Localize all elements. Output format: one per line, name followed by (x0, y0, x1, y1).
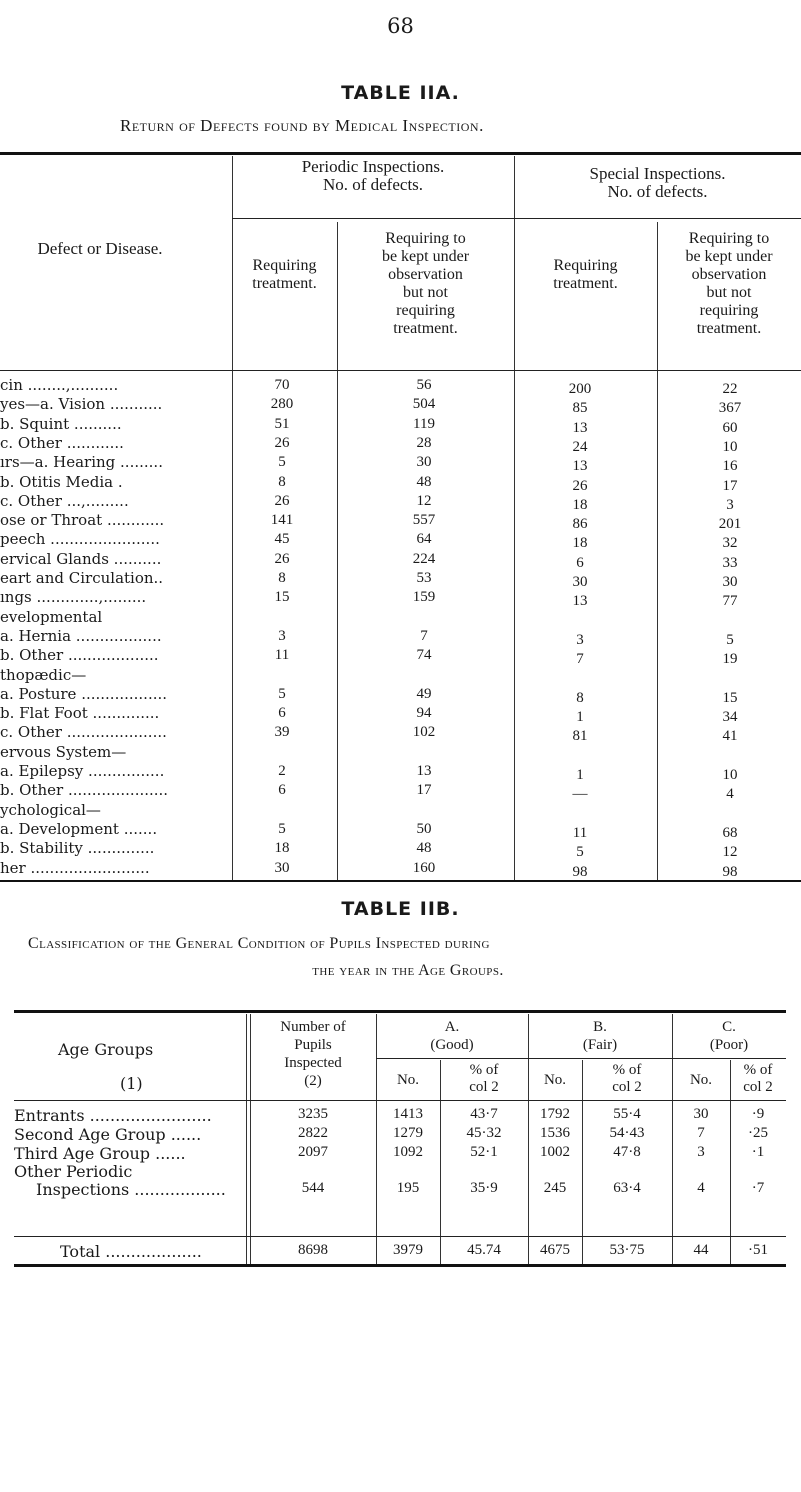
cell-p-obs: 13 (416, 763, 432, 779)
cell-p-treat: 15 (274, 589, 290, 605)
table-a-header-rule (0, 370, 801, 371)
cell-p-treat: 6 (278, 782, 286, 798)
cell-a-no: 1413 (393, 1106, 423, 1122)
cell-p-obs: 48 (416, 840, 432, 856)
cell-s-treat: 30 (572, 574, 588, 590)
table-b-header-rule (14, 1100, 786, 1101)
cell-p-treat: 8 (278, 570, 286, 586)
cell-c-pct: ·1 (751, 1144, 765, 1160)
cell-p-obs: 49 (416, 686, 432, 702)
special-header: Special Inspections. No. of defects. (589, 164, 726, 201)
table-a-subtitle: Return of Defects found by Medical Inspection. (120, 116, 484, 135)
cell-p-obs: 94 (416, 705, 432, 721)
cell-b-pct: 54·43 (609, 1125, 645, 1141)
cell-s-treat: 81 (572, 728, 588, 744)
cell-p-obs: 48 (416, 474, 432, 490)
cell-s-treat: 24 (572, 439, 588, 455)
cell-p-obs: 30 (416, 454, 432, 470)
special-observation-header: Requiring to be kept under observation but not requiring treatment. (685, 230, 773, 337)
cell-a-no: 195 (396, 1180, 420, 1196)
table-b-divider (246, 1014, 247, 1264)
cell-c-no: 3 (697, 1144, 705, 1160)
cell-p-treat: 11 (274, 647, 290, 663)
table-a-title: TABLE IIA. (341, 82, 460, 104)
total-cell-a-pct: 45.74 (467, 1242, 501, 1258)
cell-n: 2097 (298, 1144, 328, 1160)
cell-p-obs: 28 (416, 435, 432, 451)
row-label: eart and Circulation.. (0, 569, 164, 587)
cell-p-obs: 504 (412, 396, 436, 412)
table-b-title: TABLE IIB. (341, 898, 460, 920)
cell-p-obs: 56 (416, 377, 432, 393)
cell-a-pct: 45·32 (466, 1125, 502, 1141)
row-label: c. Other ............ (0, 434, 124, 452)
cell-s-obs: 4 (726, 786, 734, 802)
cell-s-obs: 201 (718, 516, 742, 532)
cell-s-treat: 1 (576, 709, 584, 725)
cell-s-obs: 10 (722, 439, 738, 455)
cell-b-no: 1536 (540, 1125, 570, 1141)
col-a-header: A. (Good) (430, 1019, 474, 1053)
row-label: cin ........,.......... (0, 376, 119, 394)
cell-b-pct: 47·8 (613, 1144, 641, 1160)
total-cell-n: 8698 (298, 1242, 328, 1258)
cell-p-treat: 141 (270, 512, 294, 528)
col-c-header: C. (Poor) (709, 1019, 749, 1053)
row-label: c. Other ...,......... (0, 492, 129, 510)
cell-p-obs: 224 (412, 551, 436, 567)
cell-p-treat: 8 (278, 474, 286, 490)
cell-p-obs: 557 (412, 512, 436, 528)
cell-p-treat: 39 (274, 724, 290, 740)
cell-p-obs: 50 (416, 821, 432, 837)
cell-s-obs: 77 (722, 593, 738, 609)
cell-s-treat: 98 (572, 864, 588, 880)
cell-s-treat: 7 (576, 651, 584, 667)
cell-p-treat: 18 (274, 840, 290, 856)
col-age-groups-header: Age Groups (58, 1040, 154, 1059)
cell-s-obs: 12 (722, 844, 738, 860)
cell-n: 3235 (298, 1106, 328, 1122)
row-label: ervous System— (0, 743, 127, 761)
row-label: ychological— (0, 801, 101, 819)
cell-a-no: 1092 (393, 1144, 423, 1160)
cell-p-treat: 26 (274, 435, 290, 451)
table-b-bottom-rule (14, 1264, 786, 1267)
periodic-treatment-header: Requiring treatment. (252, 257, 317, 292)
cell-p-treat: 280 (270, 396, 294, 412)
cell-c-no: 4 (697, 1180, 705, 1196)
pct-label: col 2 (612, 1079, 642, 1095)
cell-p-treat: 51 (274, 416, 290, 432)
row-label: ose or Throat ............ (0, 511, 165, 529)
special-treatment-header: Requiring treatment. (553, 257, 618, 292)
cell-b-pct: 55·4 (613, 1106, 641, 1122)
col-no-header: No. (396, 1072, 420, 1088)
row-label: ırs—a. Hearing ......... (0, 453, 163, 471)
cell-p-treat: 6 (278, 705, 286, 721)
periodic-observation-header: Requiring to be kept under observation but not requiring treatment. (381, 230, 470, 337)
cell-a-pct: 35·9 (470, 1180, 498, 1196)
cell-s-obs: 5 (726, 632, 734, 648)
cell-s-treat: 13 (572, 593, 588, 609)
pct-label: % of (612, 1062, 642, 1078)
row-label: peech ....................... (0, 530, 160, 548)
cell-s-treat: 26 (572, 478, 588, 494)
cell-p-treat: 45 (274, 531, 290, 547)
row-label: yes—a. Vision ........... (0, 395, 163, 413)
col-defect-header: Defect or Disease. (37, 239, 163, 258)
table-a-subheader-rule (232, 218, 514, 219)
cell-b-no: 1002 (540, 1144, 570, 1160)
table-b-subtitle-line2: the year in the Age Groups. (312, 962, 504, 979)
cell-s-treat: 13 (572, 458, 588, 474)
cell-p-obs: 12 (416, 493, 432, 509)
cell-s-obs: 32 (722, 535, 738, 551)
cell-s-treat: 5 (576, 844, 584, 860)
col-no-header: No. (543, 1072, 567, 1088)
periodic-header: Periodic Inspections. No. of defects. (301, 157, 445, 194)
row-label: ervical Glands .......... (0, 550, 162, 568)
table-b-subtitle-line1: Classification of the General Condition of Pupils Inspected during (28, 935, 490, 952)
cell-p-obs: 160 (412, 860, 436, 876)
pct-label: % of (469, 1062, 499, 1078)
col-no-header: No. (689, 1072, 713, 1088)
cell-b-no: 245 (543, 1180, 567, 1196)
table-b-subtitle (28, 930, 788, 984)
row-label: c. Other ..................... (0, 723, 167, 741)
cell-c-pct: ·9 (751, 1106, 765, 1122)
page-number: 68 (387, 14, 414, 38)
cell-a-pct: 52·1 (470, 1144, 498, 1160)
cell-p-obs: 74 (416, 647, 432, 663)
cell-s-obs: 22 (722, 381, 738, 397)
row-label: b. Other ................... (0, 646, 159, 664)
col-pct-header (582, 1062, 672, 1096)
row-label: a. Posture .................. (0, 685, 168, 703)
total-cell-c-pct: ·51 (748, 1242, 768, 1258)
row-label: a. Development ....... (0, 820, 158, 838)
cell-s-treat: — (572, 786, 588, 802)
row-label: her ......................... (0, 859, 150, 877)
cell-p-treat: 26 (274, 493, 290, 509)
cell-p-obs: 159 (412, 589, 436, 605)
col-pct-header (440, 1062, 528, 1096)
pct-label: % of (743, 1062, 773, 1078)
row-label: ıngs .............,......... (0, 588, 147, 606)
cell-s-obs: 98 (722, 864, 738, 880)
cell-s-treat: 85 (572, 400, 588, 416)
row-label: b. Stability .............. (0, 839, 155, 857)
cell-n: 544 (301, 1180, 325, 1196)
cell-s-treat: 6 (576, 555, 584, 571)
cell-s-treat: 86 (572, 516, 588, 532)
cell-p-treat: 70 (274, 377, 290, 393)
cell-a-pct: 43·7 (470, 1106, 498, 1122)
cell-s-treat: 11 (572, 825, 588, 841)
cell-s-obs: 33 (722, 555, 738, 571)
cell-s-treat: 3 (576, 632, 584, 648)
total-cell-b-pct: 53·75 (609, 1242, 645, 1258)
cell-p-obs: 53 (416, 570, 432, 586)
col-b-header: B. (Fair) (582, 1019, 618, 1053)
total-label: Total ................... (60, 1242, 202, 1261)
pct-label: col 2 (743, 1079, 773, 1095)
cell-p-treat: 30 (274, 860, 290, 876)
row-label: b. Squint .......... (0, 415, 122, 433)
table-a-bottom-rule (0, 880, 801, 882)
cell-p-obs: 102 (412, 724, 436, 740)
cell-p-obs: 119 (413, 416, 435, 432)
row-label: b. Otitis Media . (0, 473, 123, 491)
cell-s-obs: 3 (726, 497, 734, 513)
col-age-groups-num: (1) (120, 1074, 143, 1093)
cell-c-pct: ·7 (751, 1180, 765, 1196)
row-label: a. Epilepsy ................ (0, 762, 165, 780)
age-group-label: Second Age Group ...... (14, 1125, 202, 1144)
cell-s-treat: 8 (576, 690, 584, 706)
cell-c-no: 7 (697, 1125, 705, 1141)
col-number-header: Number of Pupils Inspected (2) (280, 1019, 346, 1089)
table-b-subheader-rule (376, 1058, 786, 1059)
cell-s-treat: 200 (568, 381, 592, 397)
cell-s-treat: 18 (572, 535, 588, 551)
cell-s-obs: 60 (722, 420, 738, 436)
cell-p-obs: 7 (420, 628, 428, 644)
cell-s-obs: 367 (718, 400, 742, 416)
cell-s-obs: 68 (722, 825, 738, 841)
cell-s-obs: 16 (722, 458, 738, 474)
cell-p-treat: 3 (278, 628, 286, 644)
cell-c-pct: ·25 (748, 1125, 768, 1141)
cell-s-obs: 34 (722, 709, 738, 725)
cell-s-obs: 17 (722, 478, 738, 494)
table-a-subheader-rule (514, 218, 801, 219)
cell-s-obs: 30 (722, 574, 738, 590)
cell-p-obs: 17 (416, 782, 432, 798)
table-b-total-rule (14, 1236, 786, 1237)
cell-s-obs: 15 (722, 690, 738, 706)
row-label: b. Other ..................... (0, 781, 169, 799)
cell-s-obs: 41 (722, 728, 738, 744)
row-label: a. Hernia .................. (0, 627, 162, 645)
row-label: thopædic— (0, 666, 87, 684)
cell-s-treat: 18 (572, 497, 588, 513)
cell-p-obs: 64 (416, 531, 432, 547)
pct-label: col 2 (469, 1079, 499, 1095)
cell-c-no: 30 (693, 1106, 709, 1122)
cell-p-treat: 5 (278, 821, 286, 837)
age-group-label: Entrants ........................ (14, 1106, 212, 1125)
cell-p-treat: 26 (274, 551, 290, 567)
table-b-top-rule (14, 1010, 786, 1013)
total-cell-a-no: 3979 (393, 1242, 423, 1258)
row-label: b. Flat Foot .............. (0, 704, 160, 722)
age-group-label: Other Periodic (14, 1162, 133, 1181)
total-cell-b-no: 4675 (540, 1242, 570, 1258)
age-group-label: Third Age Group ...... (14, 1144, 186, 1163)
cell-p-treat: 5 (278, 686, 286, 702)
cell-s-obs: 10 (722, 767, 738, 783)
col-pct-header (730, 1062, 786, 1096)
age-group-label: Inspections .................. (36, 1180, 226, 1199)
cell-a-no: 1279 (393, 1125, 423, 1141)
cell-s-treat: 13 (572, 420, 588, 436)
cell-s-treat: 1 (576, 767, 584, 783)
cell-p-treat: 2 (278, 763, 286, 779)
cell-n: 2822 (298, 1125, 328, 1141)
row-label: evelopmental (0, 608, 103, 626)
cell-s-obs: 19 (722, 651, 738, 667)
cell-p-treat: 5 (278, 454, 286, 470)
table-a-top-rule (0, 152, 801, 155)
cell-b-pct: 63·4 (613, 1180, 641, 1196)
cell-b-no: 1792 (540, 1106, 570, 1122)
total-cell-c-no: 44 (693, 1242, 709, 1258)
